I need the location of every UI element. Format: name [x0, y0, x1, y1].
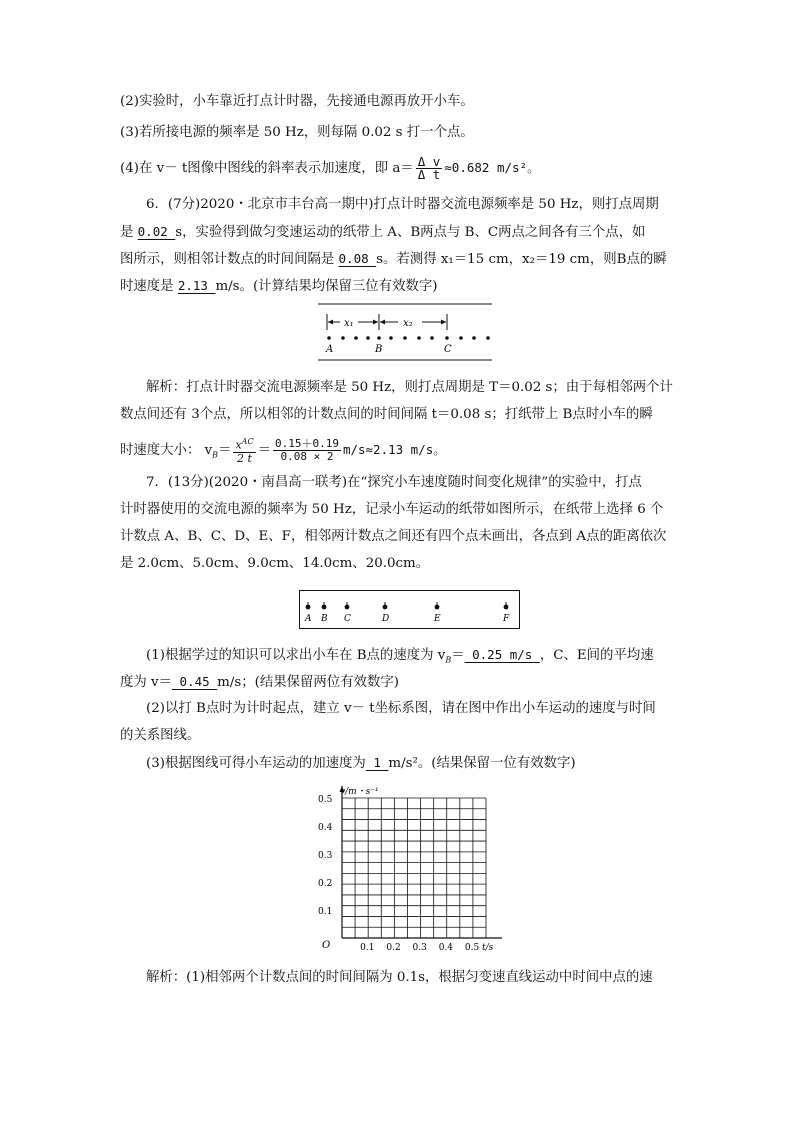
x2-label: x₂ — [403, 318, 413, 329]
tape7-dot-f — [504, 605, 509, 610]
tape-figure-q7 — [299, 590, 521, 630]
q6-solution-2: 数点间还有 3个点，所以相邻的计数点间的时间间隔 t＝0.08 s；打纸带上 B点时小车的瞬 — [120, 407, 653, 422]
p4-item-4-pre: (4)在 v－ t图像中图线的斜率表示加速度，即 a＝ — [120, 161, 414, 176]
x-ticks — [360, 943, 479, 953]
q6-answer-speed: 2.13 — [177, 278, 216, 293]
f1-num — [233, 436, 255, 453]
q6-solution-1: 解析：打点计时器交流电源频率是 50 Hz，则打点周期是 T＝0.02 s；由于每相邻两个计 — [146, 380, 673, 395]
q6-line-3 — [120, 249, 680, 270]
tape7-dot-e — [435, 605, 440, 610]
tape7-label-d: D — [382, 614, 390, 624]
tape7-label-e: E — [434, 614, 441, 624]
q7-line-3: 计数点 A、B、C、D、E、F，相邻两计数点之间还有四个点未画出，各点到 A点的距离依次 — [120, 529, 667, 544]
q7-solution-1: 解析：(1)相邻两个计数点间的时间间隔为 0.1s，根据匀变速直线运动中时间中点的速 — [146, 970, 653, 985]
fraction-2 — [273, 438, 341, 463]
q6-l2b: s，实验得到做匀变速运动的纸带上 A、B两点与 B、C两点之间各有三个点，如 — [175, 225, 646, 240]
q6-answer-period: 0.02 — [137, 224, 176, 239]
y-tick-label: 0.5 — [318, 795, 333, 805]
tape7-dot-c — [345, 605, 350, 610]
origin-label: O — [322, 940, 331, 951]
tape-dots — [327, 336, 490, 340]
q7-line-2: 计时器使用的交流电源的频率为 50 Hz，记录小车运动的纸带如图所示，在纸带上选择 6 个 — [120, 502, 664, 517]
vt-graph — [310, 784, 510, 956]
q7-sub-1 — [146, 645, 706, 671]
f1-den: 2 t — [237, 451, 252, 465]
q6-l2a: 是 — [120, 225, 138, 240]
frac-den: Δ t — [417, 167, 441, 182]
x-tick-label: 0.3 — [412, 943, 427, 953]
sol3-b: ＝ — [218, 442, 232, 458]
y-tick-label: 0.3 — [318, 851, 333, 861]
q7-answer-vavg: 0.45 — [172, 674, 218, 689]
tape7-label-a: A — [305, 614, 312, 624]
q7-sub-2b: 的关系图线。 — [120, 728, 201, 743]
tape7-points — [304, 602, 510, 624]
y-tick-label: 0.4 — [318, 823, 333, 833]
x-tick-label: 0.4 — [438, 943, 454, 953]
tape-figure-q6 — [318, 302, 494, 364]
p4-item-4 — [120, 156, 680, 181]
q7-answer-accel: 1 — [365, 755, 389, 770]
q6-line-1: 6．(7分)2020・北京市丰台高一期中)打点计时器交流电源频率是 50 Hz，则打点周期 — [146, 197, 659, 212]
q7-line-4: 是 2.0cm、5.0cm、9.0cm、14.0cm、20.0cm。 — [120, 556, 430, 571]
y-ticks — [318, 795, 333, 917]
q6-line-2 — [120, 222, 680, 243]
q7-answer-vb: 0.25 m/s — [464, 647, 540, 662]
q7-sub-1b — [120, 672, 680, 693]
x-tick-label: 0.5 — [464, 943, 480, 953]
sub-b2: B — [445, 655, 452, 665]
tape7-label-b: B — [321, 614, 328, 624]
sol3-c: ＝ — [257, 442, 271, 458]
s3b: m/s²。(结果保留一位有效数字) — [388, 756, 576, 771]
tape7-label-f: F — [503, 614, 510, 624]
f2-den: 0.08 × 2 — [280, 449, 334, 463]
sol3-a: 时速度大小： v — [120, 442, 213, 458]
fraction-1 — [233, 436, 255, 465]
tape7-dot-b — [322, 605, 327, 610]
x-tick-label: 0.2 — [386, 943, 401, 953]
tape7-label-c: C — [344, 614, 351, 624]
f1-sup-ac: AC — [241, 437, 254, 446]
f2-num: 0.15＋0.19 — [274, 436, 339, 450]
s1a: (1)根据学过的知识可以求出小车在 B点的速度为 v — [146, 648, 446, 663]
q6-l3b: s。若测得 x₁＝15 cm，x₂＝19 cm，则B点的瞬 — [376, 252, 667, 267]
q6-line-4 — [120, 276, 680, 297]
y-tick-label: 0.2 — [318, 879, 333, 889]
x1-label: x₁ — [344, 318, 354, 329]
f1-num-x: x — [235, 438, 242, 452]
s1b: ＝ — [451, 648, 465, 663]
tape7-dot-d — [383, 605, 388, 610]
q7-sub-2: (2)以打 B点时为计时起点，建立 v－ t坐标系图，请在图中作出小车运动的速度与时间 — [146, 701, 656, 716]
q6-l4b: m/s。(计算结果均保留三位有效数字) — [215, 279, 438, 294]
q7-sub-3 — [146, 753, 706, 774]
s1e: m/s；(结果保留两位有效数字) — [217, 675, 399, 690]
s1c: ，C、E间的平均速 — [539, 648, 654, 663]
q6-l3a: 图所示，则相邻计数点的时间间隔是 — [120, 252, 339, 267]
q6-solution-3 — [120, 436, 680, 466]
p4-item-3: (3)若所接电源的频率是 50 Hz，则每隔 0.02 s 打一个点。 — [120, 125, 474, 140]
y-axis-label: v/m・s⁻¹ — [340, 787, 379, 797]
x-tick-label: 0.1 — [360, 943, 375, 953]
tape7-dot-a — [306, 605, 311, 610]
sub-b: B — [212, 450, 219, 460]
frac-num: Δ v — [417, 154, 441, 169]
graph-grid — [340, 786, 503, 938]
s3a: (3)根据图线可得小车运动的加速度为 — [146, 756, 366, 771]
s1d: 度为 v＝ — [120, 675, 172, 690]
slope-fraction — [416, 156, 443, 181]
q6-answer-interval: 0.08 — [338, 251, 377, 266]
point-b-label: B — [375, 344, 383, 355]
p4-item-4-post: ≈0.682 m/s²。 — [444, 160, 540, 175]
point-c-label: C — [444, 344, 452, 355]
y-tick-label: 0.1 — [318, 907, 333, 917]
x-axis-label: t/s — [482, 943, 494, 953]
p4-item-2: (2)实验时，小车靠近打点计时器，先接通电源再放开小车。 — [120, 94, 474, 109]
q7-line-1: 7．(13分)(2020・南昌高一联考)在“探究小车速度随时间变化规律”的实验中，打点 — [146, 475, 642, 490]
point-a-label: A — [326, 344, 334, 355]
sol3-d: m/s≈2.13 m/s。 — [342, 441, 446, 457]
q6-l4a: 时速度是 — [120, 279, 178, 294]
